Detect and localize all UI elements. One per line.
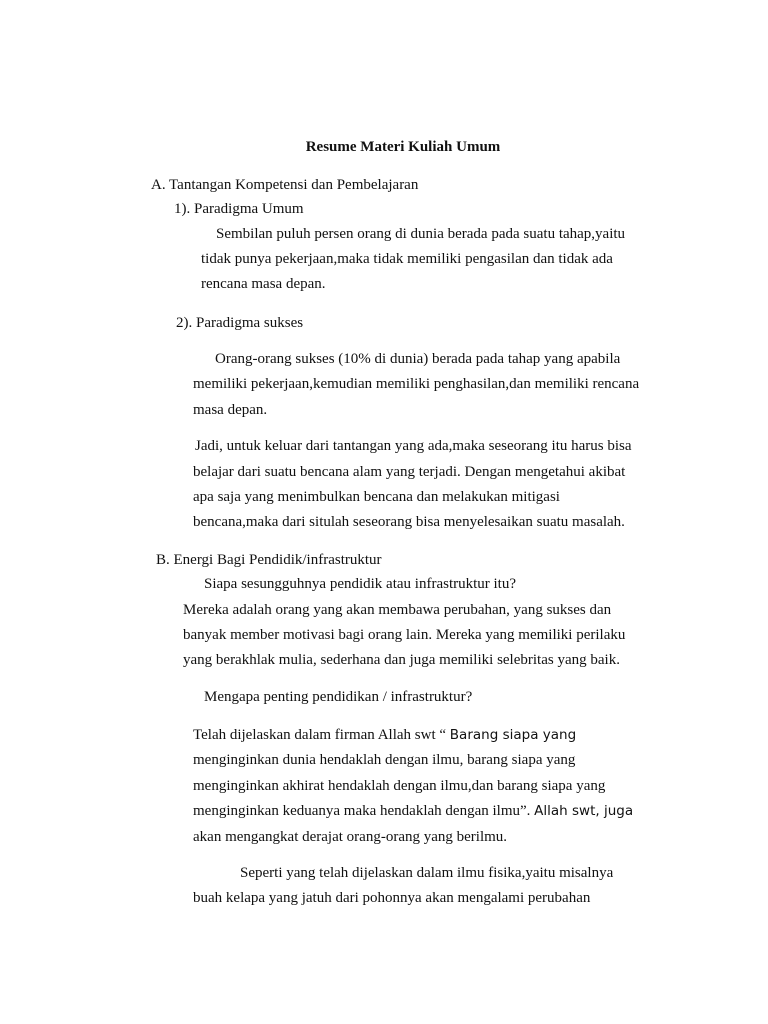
answer2-line-4: menginginkan keduanya maka hendaklah dengan ilmu”. Allah swt, juga: [193, 803, 634, 819]
question-2: Mengapa penting pendidikan / infrastruktur?: [204, 689, 473, 705]
conclusion-line-1: Jadi, untuk keluar dari tantangan yang ada,maka seseorang itu harus bisa: [195, 438, 632, 454]
answer1-line-2: banyak member motivasi bagi orang lain. Mereka yang memiliki perilaku: [183, 627, 626, 643]
physics-line-1: Seperti yang telah dijelaskan dalam ilmu fisika,yaitu misalnya: [240, 865, 614, 881]
sub2-line-3: masa depan.: [193, 402, 268, 418]
sub1-line-3: rencana masa depan.: [201, 276, 326, 292]
conclusion-line-3: apa saja yang menimbulkan bencana dan melakukan mitigasi: [193, 489, 560, 505]
answer2-line-1: Telah dijelaskan dalam firman Allah swt “ Barang siapa yang: [193, 727, 577, 743]
answer2-line-2: menginginkan dunia hendaklah dengan ilmu, barang siapa yang: [193, 752, 576, 768]
answer2-line-5: akan mengangkat derajat orang-orang yang berilmu.: [193, 829, 508, 845]
sub2-line-1: Orang-orang sukses (10% di dunia) berada pada tahap yang apabila: [215, 351, 621, 367]
answer1-line-3: yang berakhlak mulia, sederhana dan juga memiliki selebritas yang baik.: [183, 652, 620, 668]
sub1-line-2: tidak punya pekerjaan,maka tidak memiliki pengasilan dan tidak ada: [201, 251, 613, 267]
question-1: Siapa sesungguhnya pendidik atau infrastruktur itu?: [204, 576, 517, 592]
conclusion-line-2: belajar dari suatu bencana alam yang terjadi. Dengan mengetahui akibat: [193, 464, 626, 480]
sub1-line-1: Sembilan puluh persen orang di dunia berada pada suatu tahap,yaitu: [216, 226, 626, 242]
page-title: Resume Materi Kuliah Umum: [305, 139, 501, 155]
section-b-heading: B. Energi Bagi Pendidik/infrastruktur: [156, 552, 382, 568]
sub1-heading: 1). Paradigma Umum: [174, 201, 304, 217]
sub2-heading: 2). Paradigma sukses: [176, 315, 304, 331]
sub2-line-2: memiliki pekerjaan,kemudian memiliki penghasilan,dan memiliki rencana: [193, 376, 640, 392]
answer1-line-1: Mereka adalah orang yang akan membawa perubahan, yang sukses dan: [183, 602, 612, 618]
physics-line-2: buah kelapa yang jatuh dari pohonnya akan mengalami perubahan: [193, 890, 591, 906]
section-a-heading: A. Tantangan Kompetensi dan Pembelajaran: [151, 177, 419, 193]
answer2-line-3: menginginkan akhirat hendaklah dengan ilmu,dan barang siapa yang: [193, 778, 606, 794]
conclusion-line-4: bencana,maka dari situlah seseorang bisa menyelesaikan suatu masalah.: [193, 514, 625, 530]
